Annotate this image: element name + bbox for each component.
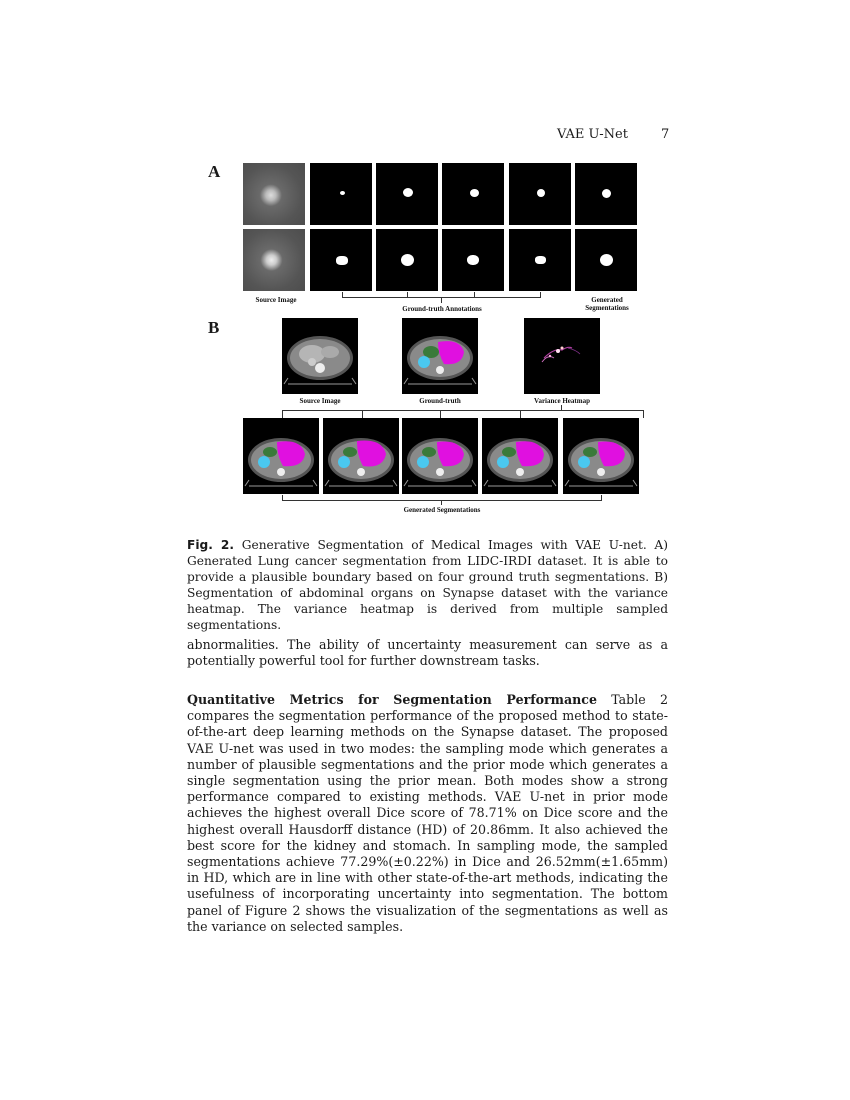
figure-caption	[187, 537, 668, 633]
panel-b-source-label: Source Image	[299, 397, 341, 405]
caption-label: Fig. 2.	[187, 538, 235, 552]
generated-bracket	[282, 500, 602, 501]
generated-segmentation-5	[563, 418, 639, 494]
connector-tick	[643, 410, 644, 418]
generated-segmentation-3	[402, 418, 478, 494]
bracket-stem	[441, 298, 442, 303]
running-title: VAE U-Net	[557, 127, 628, 142]
section-heading: Quantitative Metrics for Segmentation Performance	[187, 692, 597, 707]
lung-annotation-1c	[442, 163, 504, 225]
abdomen-source-image	[282, 318, 358, 394]
panel-b-variance-label: Variance Heatmap	[534, 397, 590, 405]
panel-a-ground-truth-label: Ground-truth Annotations	[402, 305, 482, 313]
panel-a-letter: A	[208, 162, 221, 181]
body-paragraph-1: abnormalities. The ability of uncertainty measurement can serve as a potentially powerful tool for further downstream tasks.	[187, 637, 668, 669]
lung-source-image-1	[243, 163, 305, 225]
lung-generated-1	[575, 163, 637, 225]
abdomen-ground-truth-image	[402, 318, 478, 394]
lung-annotation-2d	[509, 229, 571, 291]
panel-b-ground-truth-label: Ground-truth	[419, 397, 461, 405]
lung-annotation-2b	[376, 229, 438, 291]
generated-segmentation-1	[243, 418, 319, 494]
lung-annotation-1a	[310, 163, 372, 225]
generated-segmentation-4	[482, 418, 558, 494]
lung-annotation-1d	[509, 163, 571, 225]
panel-b-generated-label: Generated Segmentations	[403, 506, 481, 514]
lung-generated-2	[575, 229, 637, 291]
panel-a-generated-label: Generated Segmentations	[585, 296, 629, 312]
lung-annotation-2c	[442, 229, 504, 291]
page-number: 7	[661, 127, 670, 142]
connector-tick	[362, 410, 363, 418]
panel-b-letter: B	[208, 318, 220, 337]
bracket-stem	[441, 500, 442, 505]
connector-bracket	[282, 410, 644, 411]
lung-source-image-2	[243, 229, 305, 291]
section-body: Table 2 compares the segmentation performance of the proposed method to state-of-the-art deep learning methods on the Synapse dataset. The proposed VAE U-net was used in two modes: the sampling mode which generates a number of plausible segmentations and the prior mode which generates a single segmentation using the prior mean. Both modes show a strong performance compared to existing methods. VAE U-net in prior mode achieves the highest overall Dice score of 78.71% on Dice score and the highest overall Hausdorff distance (HD) of 20.86mm. It also achieved the best score for the kidney and stomach. In sampling mode, the sampled segmentations achieve 77.29%(±0.22%) in Dice and 26.52mm(±1.65mm) in HD, which are in line with other state-of-the-art methods, indicating the usefulness of incorporating uncertainty into segmentation. The bottom panel of Figure 2 shows the visualization of the segmentations as well as the variance on selected samples.	[187, 692, 668, 934]
connector-tick	[440, 410, 441, 418]
connector-tick	[282, 410, 283, 418]
body-paragraph-2	[187, 692, 668, 935]
panel-a-source-label: Source Image	[255, 296, 297, 304]
connector-tick	[520, 410, 521, 418]
lung-annotation-1b	[376, 163, 438, 225]
variance-heatmap-image	[524, 318, 600, 394]
generated-segmentation-2	[323, 418, 399, 494]
caption-text: Generative Segmentation of Medical Images with VAE U-net. A) Generated Lung cancer segmentation from LIDC-IRDI dataset. It is able to provide a plausible boundary based on four ground truth segmentations. B) Segmentation of abdominal organs on Synapse dataset with the variance heatmap. The variance heatmap is derived from multiple sampled segmentations.	[187, 538, 668, 632]
lung-annotation-2a	[310, 229, 372, 291]
